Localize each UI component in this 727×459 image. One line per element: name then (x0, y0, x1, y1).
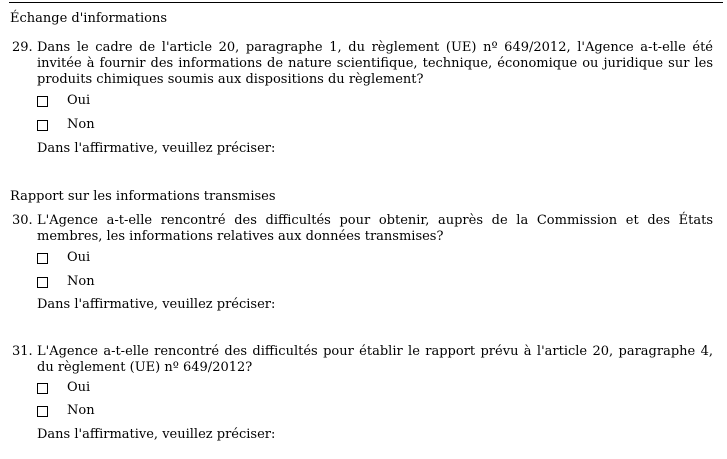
question-31-text: L'Agence a-t-elle rencontré des difficultés pour établir le rapport prévu à l'article 20, paragraphe 4, du règlement (UE) nº 649/2012? (37, 344, 713, 375)
question-29-option-non[interactable] (37, 117, 95, 133)
checkbox-icon[interactable] (37, 96, 48, 107)
question-29-option-oui[interactable] (37, 93, 90, 109)
question-31-option-oui[interactable] (37, 380, 90, 396)
option-label: Oui (67, 380, 91, 395)
question-30-option-non[interactable] (37, 274, 95, 290)
checkbox-icon[interactable] (37, 406, 48, 417)
checkbox-icon[interactable] (37, 120, 48, 131)
option-label: Non (67, 117, 95, 132)
option-label: Oui (67, 250, 91, 265)
question-29-followup: Dans l'affirmative, veuillez préciser: (37, 141, 276, 156)
question-30-followup: Dans l'affirmative, veuillez préciser: (37, 297, 276, 312)
checkbox-icon[interactable] (37, 277, 48, 288)
question-29-number: 29. (12, 40, 33, 55)
section-heading-report: Rapport sur les informations transmises (10, 189, 276, 204)
option-label: Non (67, 403, 95, 418)
question-30-number: 30. (12, 213, 33, 228)
checkbox-icon[interactable] (37, 383, 48, 394)
question-31-option-non[interactable] (37, 403, 95, 419)
question-31-followup: Dans l'affirmative, veuillez préciser: (37, 427, 276, 442)
option-label: Oui (67, 93, 91, 108)
question-31-number: 31. (12, 344, 33, 359)
checkbox-icon[interactable] (37, 253, 48, 264)
question-30-option-oui[interactable] (37, 250, 90, 266)
top-rule (9, 2, 723, 3)
option-label: Non (67, 274, 95, 289)
section-heading-exchange: Échange d'informations (10, 11, 168, 26)
question-30-text: L'Agence a-t-elle rencontré des difficultés pour obtenir, auprès de la Commission et des États membres, les informations relatives aux données transmises? (37, 213, 713, 244)
question-29-text: Dans le cadre de l'article 20, paragraphe 1, du règlement (UE) nº 649/2012, l'Agence a-t-elle été invitée à fournir des informations de nature scientifique, technique, économique ou juridique sur les produits chimiques soumis aux dispositions du règlement? (37, 40, 713, 87)
